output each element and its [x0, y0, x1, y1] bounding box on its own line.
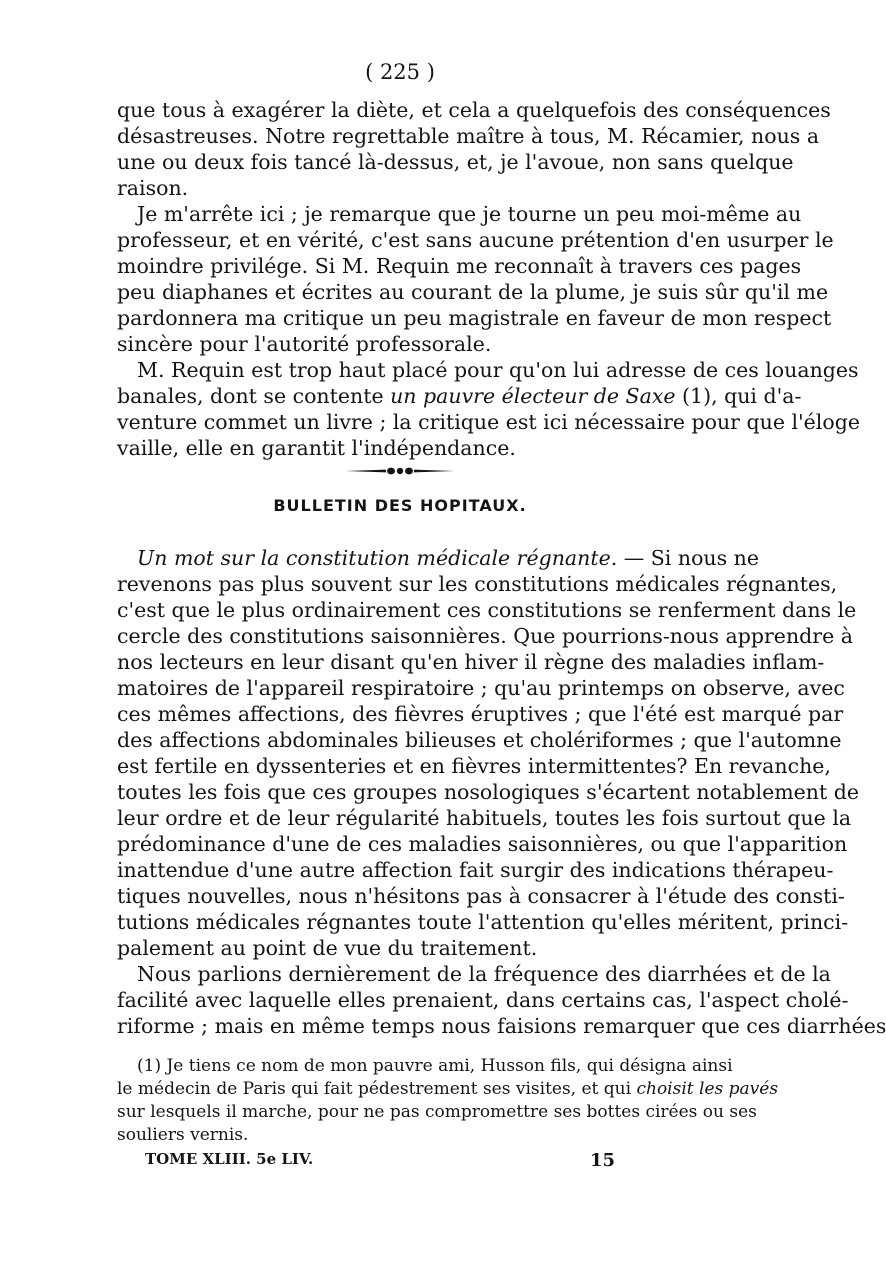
text-line: moindre privilége. Si M. Requin me reconnaît à travers ces pages	[117, 254, 802, 278]
text-line: tutions médicales régnantes toute l'attention qu'elles méritent, princi-	[117, 910, 849, 934]
text-line	[117, 546, 760, 572]
text-line: raison.	[117, 176, 189, 200]
text-line: Je m'arrête ici ; je remarque que je tourne un peu moi-même au	[137, 202, 802, 226]
footnote-line: souliers vernis.	[117, 1125, 249, 1145]
text-line: venture commet un livre ; la critique est ici nécessaire pour que l'éloge	[117, 410, 860, 434]
page-number: ( 225 )	[365, 60, 435, 84]
volume-label: TOME XLIII. 5e LIV.	[145, 1150, 314, 1168]
text-line: revenons pas plus souvent sur les constitutions médicales régnantes,	[117, 572, 838, 596]
footnote-line: (1) Je tiens ce nom de mon pauvre ami, Husson fils, qui désigna ainsi	[137, 1056, 733, 1076]
text-line: prédominance d'une de ces maladies saisonnières, ou que l'apparition	[117, 832, 848, 856]
text-line: toutes les fois que ces groupes nosologiques s'écartent notablement de	[117, 780, 860, 804]
text-line: désastreuses. Notre regrettable maître à tous, M. Récamier, nous a	[117, 124, 820, 148]
text-line: Nous parlions dernièrement de la fréquence des diarrhées et de la	[137, 962, 831, 986]
text-line: facilité avec laquelle elles prenaient, dans certains cas, l'aspect cholé-	[117, 988, 849, 1012]
text-line: c'est que le plus ordinairement ces constitutions se renferment dans le	[117, 598, 857, 622]
text-span: — Si nous ne	[617, 546, 760, 570]
text-line: nos lecteurs en leur disant qu'en hiver il règne des maladies inflam-	[117, 650, 825, 674]
article-title: Un mot sur la constitution médicale régnante.	[137, 546, 618, 570]
ornament-divider	[344, 466, 456, 476]
footnote-line: sur lesquels il marche, pour ne pas compromettre ses bottes cirées ou ses	[117, 1102, 757, 1122]
text-line: des affections abdominales bilieuses et cholériformes ; que l'automne	[117, 728, 842, 752]
italic-phrase: choisit les pavés	[636, 1079, 779, 1099]
section-heading: BULLETIN DES HOPITAUX.	[273, 496, 527, 515]
footnote-line	[117, 1079, 779, 1102]
text-line	[117, 384, 802, 410]
text-line: sincère pour l'autorité professorale.	[117, 332, 492, 356]
text-line: cercle des constitutions saisonnières. Que pourrions-nous apprendre à	[117, 624, 853, 648]
text-line: peu diaphanes et écrites au courant de la plume, je suis sûr qu'il me	[117, 280, 829, 304]
text-line: est fertile en dyssenteries et en fièvres intermittentes? En revanche,	[117, 754, 831, 778]
text-line: professeur, et en vérité, c'est sans aucune prétention d'en usurper le	[117, 228, 834, 252]
text-line: matoires de l'appareil respiratoire ; qu'au printemps on observe, avec	[117, 676, 845, 700]
text-line: riforme ; mais en même temps nous faisions remarquer que ces diarrhées	[117, 1014, 886, 1038]
text-line: pardonnera ma critique un peu magistrale en faveur de mon respect	[117, 306, 832, 330]
text-line: tiques nouvelles, nous n'hésitons pas à consacrer à l'étude des consti-	[117, 884, 845, 908]
italic-phrase: un pauvre électeur de Saxe	[390, 384, 676, 408]
text-line: palement au point de vue du traitement.	[117, 936, 538, 960]
signature-number: 15	[589, 1150, 615, 1171]
text-span: (1), qui d'a-	[675, 384, 802, 408]
text-line: inattendue d'une autre affection fait surgir des indications thérapeu-	[117, 858, 834, 882]
page-footer	[145, 1150, 615, 1172]
text-span: banales, dont se contente	[117, 384, 391, 408]
text-line: que tous à exagérer la diète, et cela a quelquefois des conséquences	[117, 98, 831, 122]
text-line: vaille, elle en garantit l'indépendance.	[117, 436, 516, 460]
text-line: leur ordre et de leur régularité habituels, toutes les fois surtout que la	[117, 806, 852, 830]
text-span: le médecin de Paris qui fait pédestrement ses visites, et qui	[117, 1079, 637, 1099]
text-line: ces mêmes affections, des fièvres éruptives ; que l'été est marqué par	[117, 702, 844, 726]
text-line: une ou deux fois tancé là-dessus, et, je l'avoue, non sans quelque	[117, 150, 794, 174]
text-line: M. Requin est trop haut placé pour qu'on lui adresse de ces louanges	[137, 358, 859, 382]
